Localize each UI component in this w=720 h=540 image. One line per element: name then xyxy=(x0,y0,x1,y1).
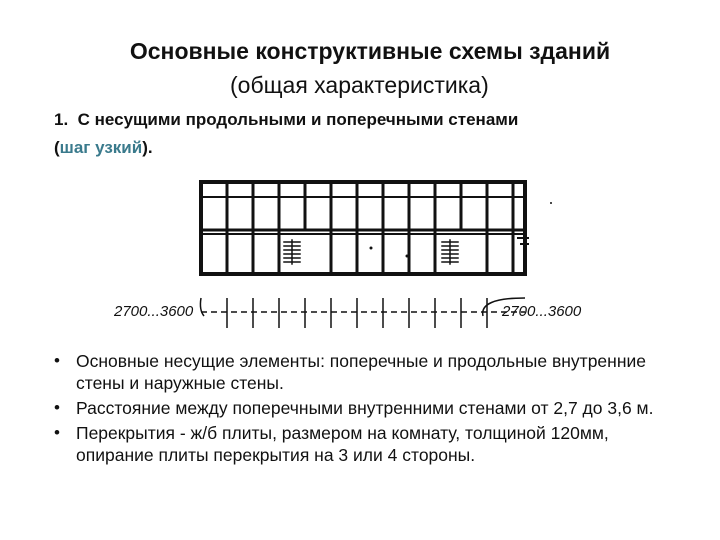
bullet-item xyxy=(48,397,688,419)
bullet-item xyxy=(48,422,688,466)
left-dimension-label: 2700...3600 xyxy=(114,303,194,320)
dimension-line xyxy=(200,298,525,328)
section-heading-text: С несущими продольными и поперечными стенами xyxy=(77,110,519,129)
stair-right xyxy=(442,240,458,264)
section-heading xyxy=(54,108,518,132)
bullet-marker: • xyxy=(54,398,60,417)
bullet-marker: • xyxy=(54,351,60,370)
floor-plan-diagram xyxy=(100,170,620,330)
bullet-text: Перекрытия - ж/б плиты, размером на комнату, толщиной 120мм, опирание плиты перекрытия на 3 или 4 стороны. xyxy=(76,423,609,465)
slide-title: Основные конструктивные схемы зданий xyxy=(129,38,611,64)
section-accent-text: шаг узкий xyxy=(59,138,143,157)
right-dimension-label: 2700...3600 xyxy=(502,303,582,320)
outer-wall xyxy=(201,182,525,274)
stair-left xyxy=(284,240,300,264)
paren-close: ). xyxy=(142,138,153,157)
bullet-marker: • xyxy=(54,423,60,442)
bullet-item xyxy=(48,350,688,394)
section-number: 1. xyxy=(54,110,69,129)
slide-subtitle: (общая характеристика) xyxy=(230,72,489,98)
paren-open: ( xyxy=(54,138,60,157)
bullet-list xyxy=(48,350,688,469)
bullet-text: Основные несущие элементы: поперечные и продольные внутренние стены и наружные стены. xyxy=(76,351,646,393)
section-subheading xyxy=(54,136,153,160)
bullet-text: Расстояние между поперечными внутренними стенами от 2,7 до 3,6 м. xyxy=(76,398,654,418)
